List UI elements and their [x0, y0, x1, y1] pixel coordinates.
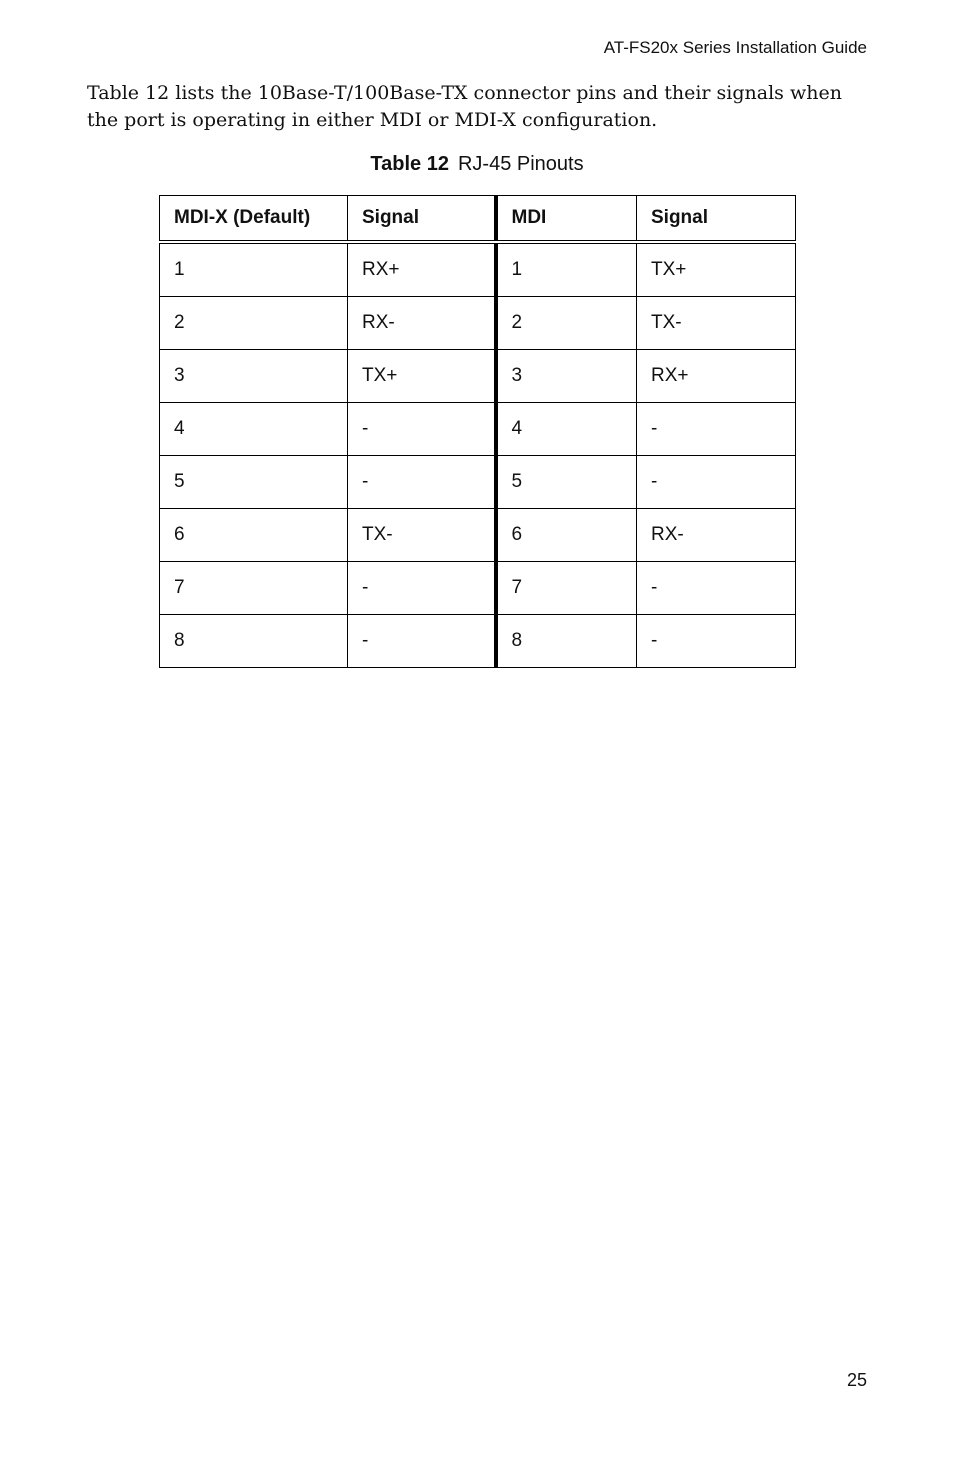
table-row [160, 562, 796, 615]
mdi-pin-cell: 6 [496, 509, 637, 562]
mdi-pin-cell: 7 [496, 562, 637, 615]
mdi-pin-cell: 5 [496, 456, 637, 509]
mdix-pin-cell: 1 [160, 242, 348, 297]
page-number: 25 [846, 1370, 867, 1390]
mdi-signal-cell: RX+ [637, 350, 796, 403]
mdi-pin-cell: 8 [496, 615, 637, 668]
mdi-signal-cell: - [637, 562, 796, 615]
table-row [160, 509, 796, 562]
mdix-signal-cell: - [348, 615, 496, 668]
table-caption [0, 153, 954, 176]
mdi-pin-cell: 4 [496, 403, 637, 456]
table-row [160, 242, 796, 297]
mdi-signal-cell: TX- [637, 297, 796, 350]
mdix-pin-cell: 4 [160, 403, 348, 456]
mdi-signal-cell: - [637, 403, 796, 456]
mdix-pin-cell: 3 [160, 350, 348, 403]
table-row [160, 350, 796, 403]
mdix-signal-cell: - [348, 562, 496, 615]
mdix-signal-cell: - [348, 456, 496, 509]
column-header-mdi: MDI [496, 196, 637, 243]
table-caption-label: Table 12 [370, 153, 449, 175]
mdi-pin-cell: 2 [496, 297, 637, 350]
table-row [160, 297, 796, 350]
table-row [160, 615, 796, 668]
intro-paragraph: Table 12 lists the 10Base-T/100Base-TX connector pins and their signals when the port is operating in either MDI or MDI-X configuration. [87, 82, 842, 131]
mdix-pin-cell: 2 [160, 297, 348, 350]
mdi-signal-cell: - [637, 456, 796, 509]
rj45-pinouts-table [159, 195, 796, 668]
mdix-pin-cell: 7 [160, 562, 348, 615]
mdi-pin-cell: 3 [496, 350, 637, 403]
mdi-signal-cell: TX+ [637, 242, 796, 297]
mdix-signal-cell: - [348, 403, 496, 456]
table-row [160, 456, 796, 509]
running-header: AT-FS20x Series Installation Guide [603, 38, 867, 57]
column-header-signal-mdi: Signal [637, 196, 796, 243]
mdix-pin-cell: 5 [160, 456, 348, 509]
mdix-signal-cell: RX+ [348, 242, 496, 297]
mdix-pin-cell: 6 [160, 509, 348, 562]
table-row [160, 403, 796, 456]
table-header-row [160, 196, 796, 243]
mdi-signal-cell: - [637, 615, 796, 668]
mdix-pin-cell: 8 [160, 615, 348, 668]
mdi-pin-cell: 1 [496, 242, 637, 297]
mdix-signal-cell: TX- [348, 509, 496, 562]
column-header-mdix: MDI-X (Default) [160, 196, 348, 243]
mdi-signal-cell: RX- [637, 509, 796, 562]
column-header-signal-mdix: Signal [348, 196, 496, 243]
table-caption-title: RJ-45 Pinouts [457, 153, 584, 175]
mdix-signal-cell: RX- [348, 297, 496, 350]
mdix-signal-cell: TX+ [348, 350, 496, 403]
